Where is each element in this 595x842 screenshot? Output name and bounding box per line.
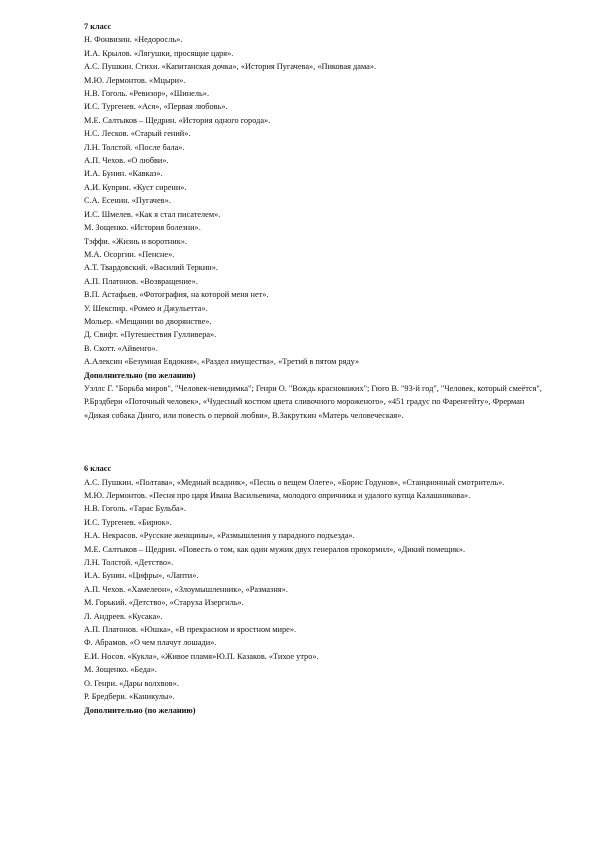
reading-list-item: В. Скотт. «Айвенго». (84, 343, 158, 353)
reading-list-item: У. Шекспир. «Ромео и Джульетта». (84, 303, 208, 313)
reading-list-item: Д. Свифт. «Путешествия Гулливера». (84, 330, 217, 340)
reading-list-item: И.С. Тургенев. «Бирюк». (84, 517, 172, 527)
reading-list-item: М. Зощенко. «Беда». (84, 665, 157, 675)
reading-list-item: Мольер. «Мещанин во дворянстве». (84, 316, 212, 326)
reading-list-item: Л. Андреев. «Кусака». (84, 611, 163, 621)
reading-list-item: М.Ю. Лермонтов. «Песня про царя Ивана Васильевича, молодого опричника и удалого купца Калашникова». (84, 491, 471, 500)
reading-list-item: Тэффи. «Жизнь и воротник». (84, 236, 187, 246)
grade7-heading: 7 класс (84, 22, 112, 31)
reading-list-item: И.А. Крылов. «Лягушки, просящие царя». (84, 48, 234, 58)
reading-list-item: А.П. Чехов. «Хамелеон», «Злоумышленник», «Размазня». (84, 584, 288, 594)
reading-list-item: А.Т. Твардовский. «Василий Теркин». (84, 263, 218, 273)
reading-list-item: М.Ю. Лермонтов. «Мцыри». (84, 75, 186, 85)
reading-list-item: Е.И. Носов. «Кукла», «Живое пламя»Ю.П. Казаков. «Тихое утро». (84, 651, 319, 661)
section-spacer (84, 422, 544, 462)
reading-list-item: Н. Фонвизин. «Недоросль». (84, 35, 183, 45)
reading-list-item: В.П. Астафьев. «Фотография, на которой меня нет». (84, 290, 269, 300)
reading-list-item: Р. Бредбери. «Каникулы». (84, 692, 175, 702)
reading-list-item: А.С. Пушкин. Стихи. «Капитанская дочка», «История Пугачева», «Пиковая дама». (84, 62, 377, 72)
grade7-extra-heading: Дополнительно (по желанию) (84, 370, 196, 380)
reading-list-item: А.П. Чехов. «О любви». (84, 156, 169, 166)
grade6-extra-heading: Дополнительно (по желанию) (84, 705, 196, 715)
grade7-list (84, 33, 544, 368)
reading-list-item: И.С. Тургенев. «Ася», «Первая любовь». (84, 102, 228, 112)
reading-list-item: М.Е. Салтыков – Щедрин. «Повесть о том, как один мужик двух генералов прокормил», «Дикий помещик». (84, 544, 466, 554)
reading-list-item: М. Зощенко. «История болезни». (84, 223, 201, 233)
grade6-section (84, 462, 544, 717)
document-page (84, 20, 544, 717)
reading-list-item: И.А. Бунин. «Кавказ». (84, 169, 163, 179)
grade6-list (84, 476, 544, 704)
reading-list-item: Л.Н. Толстой. «После бала». (84, 142, 185, 152)
reading-list-item: Ф. Абрамов. «О чем плачут лошади». (84, 638, 217, 648)
reading-list-item: А.П. Платонов. «Юшка», «В прекрасном и яростном мире». (84, 625, 297, 635)
reading-list-item: С.А. Есенин. «Пугачев». (84, 196, 171, 206)
reading-list-item: Н.С. Лесков. «Старый гений». (84, 129, 191, 139)
reading-list-item: А.П. Платонов. «Возвращение». (84, 276, 198, 286)
reading-list-item: М. Горький. «Детство», «Старуха Изергиль». (84, 598, 244, 608)
reading-list-item: Н.В. Гоголь. «Ревизор», «Шинель». (84, 89, 210, 99)
reading-list-item: М.Е. Салтыков – Щедрин. «История одного города». (84, 115, 271, 125)
reading-list-item: И.А. Бунин. «Цифры», «Лапти». (84, 571, 199, 581)
reading-list-item: М.А. Осоргин. «Пенсне». (84, 249, 175, 259)
reading-list-item: А.И. Куприн. «Куст сирени». (84, 182, 187, 192)
reading-list-item: Н.В. Гоголь. «Тарас Бульба». (84, 504, 186, 514)
reading-list-item: О. Генри. «Дары волхвов». (84, 678, 179, 688)
reading-list-item: А.С. Пушкин. «Полтава», «Медный всадник», «Песнь о вещем Олеге», «Борис Годунов», «Станционный смотритель». (84, 477, 505, 487)
reading-list-item: А.Алексин «Безумная Евдокия», «Раздел имущества», «Третий в пятом ряду» (84, 357, 360, 367)
reading-list-item: Л.Н. Толстой. «Детство». (84, 558, 174, 568)
grade6-heading: 6 класс (84, 464, 112, 474)
reading-list-item: И.С. Шмелев. «Как я стал писателем». (84, 209, 221, 219)
grade7-section (84, 20, 544, 422)
grade7-extra-text: Уэллс Г. "Борьба миров", "Человек-невидимка"; Генри О. "Вождь краснокожих"; Гюго В. "93-й год", "Человек, который смеётся", Р.Брэдбери «Поточный человек», «Чудесный костюм цвета сливочного мороженого», «451 градус по Фаренгейту», Фрерман «Дикая собака Динго, или повесть о первой любви», В.Закруткин «Матерь человеческая». (84, 383, 542, 420)
reading-list-item: Н.А. Некрасов. «Русские женщины», «Размышления у парадного подъезда». (84, 531, 355, 541)
